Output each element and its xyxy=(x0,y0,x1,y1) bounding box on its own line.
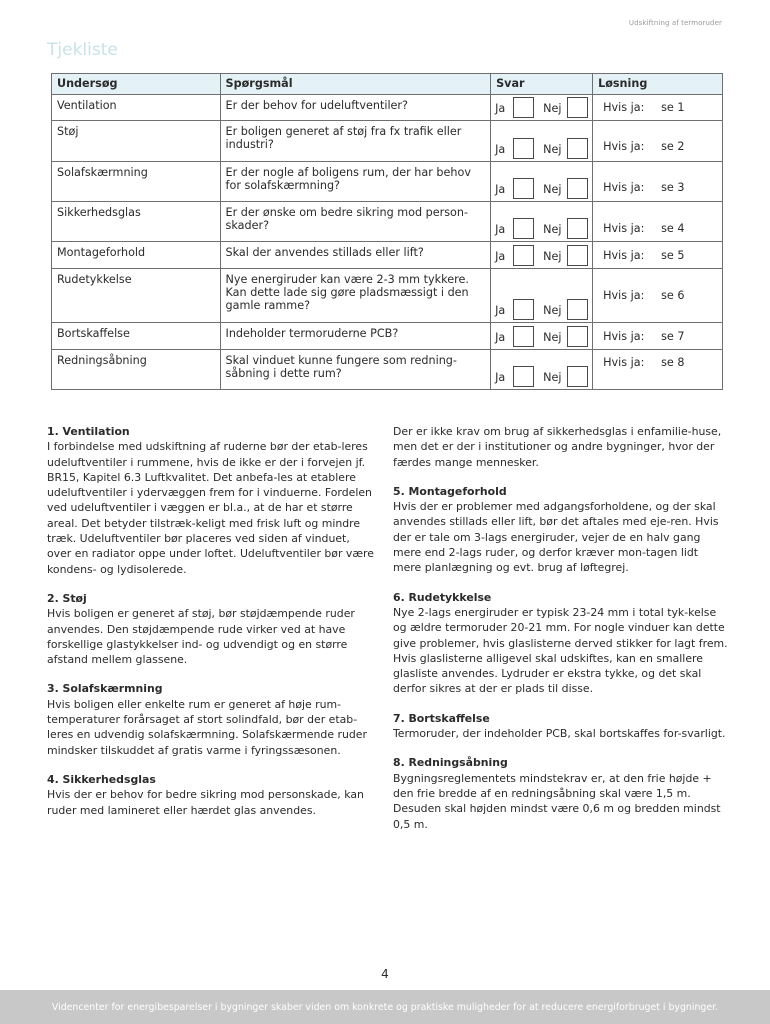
header-losning: Løsning xyxy=(593,74,723,95)
ja-checkbox[interactable] xyxy=(513,218,534,239)
ja-checkbox[interactable] xyxy=(513,326,534,347)
table-row xyxy=(52,202,723,242)
section-body: Bygningsreglementets mindstekrav er, at den frie højde + den frie bredde af en redningsåbning skal være 1,5 m. Desuden skal højden mindst være 0,6 m og bredden mindst 0,5 m. xyxy=(393,771,721,831)
row-question: Indeholder termoruderne PCB? xyxy=(220,323,491,350)
row-answer xyxy=(491,242,593,269)
solution-reference: se 2 xyxy=(661,140,685,153)
nej-checkbox[interactable] xyxy=(567,97,588,118)
table-row xyxy=(52,95,723,121)
table-row xyxy=(52,162,723,202)
ja-checkbox[interactable] xyxy=(513,366,534,387)
nej-label: Nej xyxy=(543,250,562,263)
row-topic: Støj xyxy=(52,121,221,162)
table-header-row xyxy=(52,74,723,95)
section-montageforhold xyxy=(393,484,728,576)
section-body: Hvis der er behov for bedre sikring mod personskade, kan ruder med lamineret eller hærdet glas anvendes. xyxy=(47,788,364,817)
row-question: Er boligen generet af støj fra fx trafik eller industri? xyxy=(220,121,491,162)
row-question: Skal vinduet kunne fungere som redning-såbning i dette rum? xyxy=(220,350,491,390)
row-solution xyxy=(593,95,723,121)
section-body: Nye 2-lags energiruder er typisk 23-24 mm i total tyk-kelse og ældre termoruder 20-21 mm. For nogle vinduer kan dette give problemer, hvis glaslisterne derved stikker for lagt frem. Hvis glaslisterne alligevel skal udskiftes, kan en smallere glasliste anvendes. Lydruder er ekstra tykke, og det skal derfor sikres at der er plads til disse. xyxy=(393,605,728,696)
solution-hvis-ja: Hvis ja: xyxy=(603,356,645,369)
section-sikkerhedsglas xyxy=(47,772,375,818)
ja-checkbox[interactable] xyxy=(513,97,534,118)
table-row xyxy=(52,323,723,350)
nej-label: Nej xyxy=(543,183,562,196)
section-heading: 6. Rudetykkelse xyxy=(393,590,492,604)
table-row xyxy=(52,121,723,162)
ja-checkbox[interactable] xyxy=(513,245,534,266)
ja-label: Ja xyxy=(495,223,506,236)
row-question: Nye energiruder kan være 2-3 mm tykkere. Kan dette lade sig gøre pladsmæssigt i den gamle ramme? xyxy=(220,269,491,323)
nej-label: Nej xyxy=(543,223,562,236)
table-row xyxy=(52,242,723,269)
solution-hvis-ja: Hvis ja: xyxy=(603,181,645,194)
section-heading: 4. Sikkerhedsglas xyxy=(47,772,156,786)
nej-label: Nej xyxy=(543,371,562,384)
nej-checkbox[interactable] xyxy=(567,326,588,347)
footer-text: Videncenter for energibesparelser i bygninger skaber viden om konkrete og praktiske muligheder for at reducere energiforbruget i bygninger. xyxy=(51,1001,719,1013)
solution-reference: se 5 xyxy=(661,249,685,262)
footer-bar xyxy=(0,990,770,1024)
nej-label: Nej xyxy=(543,143,562,156)
section-solafskaermning xyxy=(47,681,375,757)
row-answer xyxy=(491,350,593,390)
solution-reference: se 3 xyxy=(661,181,685,194)
section-body: Hvis boligen eller enkelte rum er generet af høje rum-temperaturer forårsaget af stort solindfald, bør der etab-leres en udvendig solafskærmning. Solafskærmende ruder mindsker tilskuddet af gratis varme i fyringssæsonen. xyxy=(47,697,367,757)
row-answer xyxy=(491,269,593,323)
solution-reference: se 4 xyxy=(661,222,685,235)
section-heading: 2. Støj xyxy=(47,591,87,605)
section-sikkerhedsglas-continued xyxy=(393,424,728,470)
section-heading: 1. Ventilation xyxy=(47,425,130,438)
ja-label: Ja xyxy=(495,371,506,384)
row-topic: Solafskærmning xyxy=(52,162,221,202)
ja-label: Ja xyxy=(495,331,506,344)
ja-label: Ja xyxy=(495,143,506,156)
row-answer xyxy=(491,162,593,202)
nej-checkbox[interactable] xyxy=(567,299,588,320)
left-column xyxy=(47,424,375,832)
row-solution xyxy=(593,323,723,350)
solution-hvis-ja: Hvis ja: xyxy=(603,101,645,114)
section-body: I forbindelse med udskiftning af ruderne bør der etab-leres udeluftventiler i rummene, hvis de ikke er der i forvejen jf. BR15, Kapitel 6.3 Luftkvalitet. Det anbefa-les at etablere udeluftventiler i ydervæggen frem for i vinduerne. Fordelen ved udeluftventiler i væggen er bl.a., at de har et større areal. Det betyder tilstræk-keligt med frisk luft og mindre træk. Udeluftventiler bør placeres ved siden af vinduet, over en radiator oppe under loftet. Udeluftventiler bør være kondens- og lydisolerede. xyxy=(47,440,374,576)
section-heading: 3. Solafskærmning xyxy=(47,682,163,696)
header-undersog: Undersøg xyxy=(52,74,221,95)
section-stoj xyxy=(47,591,375,667)
row-answer xyxy=(491,323,593,350)
row-topic: Sikkerhedsglas xyxy=(52,202,221,242)
row-answer xyxy=(491,202,593,242)
solution-reference: se 8 xyxy=(661,356,685,369)
solution-reference: se 6 xyxy=(661,289,685,302)
header-sporgsmal: Spørgsmål xyxy=(220,74,491,95)
solution-hvis-ja: Hvis ja: xyxy=(603,289,645,302)
row-topic: Ventilation xyxy=(52,95,221,121)
row-question: Skal der anvendes stillads eller lift? xyxy=(220,242,491,269)
row-solution xyxy=(593,269,723,323)
row-topic: Redningsåbning xyxy=(52,350,221,390)
running-head: Udskiftning af termoruder xyxy=(628,19,722,27)
table-row xyxy=(52,350,723,390)
section-bortskaffelse xyxy=(393,711,728,742)
solution-reference: se 7 xyxy=(661,330,685,343)
solution-hvis-ja: Hvis ja: xyxy=(603,249,645,262)
ja-label: Ja xyxy=(495,183,506,196)
section-body: Termoruder, der indeholder PCB, skal bortskaffes for-svarligt. xyxy=(393,727,726,741)
section-ventilation xyxy=(47,424,375,577)
row-solution xyxy=(593,242,723,269)
solution-hvis-ja: Hvis ja: xyxy=(603,330,645,343)
ja-checkbox[interactable] xyxy=(513,138,534,159)
right-column xyxy=(393,424,728,846)
solution-reference: se 1 xyxy=(661,101,685,114)
nej-label: Nej xyxy=(543,102,562,115)
ja-label: Ja xyxy=(495,250,506,263)
section-redningsabning xyxy=(393,755,728,831)
nej-checkbox[interactable] xyxy=(567,178,588,199)
ja-checkbox[interactable] xyxy=(513,178,534,199)
row-topic: Rudetykkelse xyxy=(52,269,221,323)
section-body: Hvis der er problemer med adgangsforholdene, og der skal anvendes stillads eller lift, bør det aftales med eje-ren. Hvis der er tale om 3-lags energiruder, vejer de en halv gang mere end 2-lags ruder, og derfor kræver mon-tagen lidt mere planlægning og evt. brug af løftegrej. xyxy=(393,500,719,575)
section-body: Hvis boligen er generet af støj, bør støjdæmpende ruder anvendes. Den støjdæmpende rude virker ved at have forskellige glastykkelser ind- og udvendigt og en større afstand mellem glassene. xyxy=(47,607,355,667)
row-answer xyxy=(491,121,593,162)
row-topic: Bortskaffelse xyxy=(52,323,221,350)
row-solution xyxy=(593,121,723,162)
row-solution xyxy=(593,350,723,390)
page-number: 4 xyxy=(381,967,389,981)
row-solution xyxy=(593,162,723,202)
row-topic: Montageforhold xyxy=(52,242,221,269)
ja-checkbox[interactable] xyxy=(513,299,534,320)
nej-checkbox[interactable] xyxy=(567,138,588,159)
table-row xyxy=(52,269,723,323)
section-heading: 5. Montageforhold xyxy=(393,484,507,498)
nej-label: Nej xyxy=(543,331,562,344)
ja-label: Ja xyxy=(495,102,506,115)
nej-label: Nej xyxy=(543,304,562,317)
nej-checkbox[interactable] xyxy=(567,245,588,266)
ja-label: Ja xyxy=(495,304,506,317)
section-rudetykkelse xyxy=(393,590,728,697)
section-heading: 7. Bortskaffelse xyxy=(393,711,490,725)
section-heading: 8. Redningsåbning xyxy=(393,756,508,770)
row-question: Er der ønske om bedre sikring mod person-skader? xyxy=(220,202,491,242)
checklist-table xyxy=(51,73,723,390)
header-svar: Svar xyxy=(491,74,593,95)
row-question: Er der nogle af boligens rum, der har behov for solafskærmning? xyxy=(220,162,491,202)
page-title: Tjekliste xyxy=(47,40,118,60)
nej-checkbox[interactable] xyxy=(567,366,588,387)
section-body: Der er ikke krav om brug af sikkerhedsglas i enfamilie-huse, men det er der i institutioner og andre bygninger, hvor der færdes mange mennesker. xyxy=(393,425,722,469)
solution-hvis-ja: Hvis ja: xyxy=(603,222,645,235)
row-question: Er der behov for udeluftventiler? xyxy=(220,95,491,121)
row-answer xyxy=(491,95,593,121)
row-solution xyxy=(593,202,723,242)
solution-hvis-ja: Hvis ja: xyxy=(603,140,645,153)
nej-checkbox[interactable] xyxy=(567,218,588,239)
